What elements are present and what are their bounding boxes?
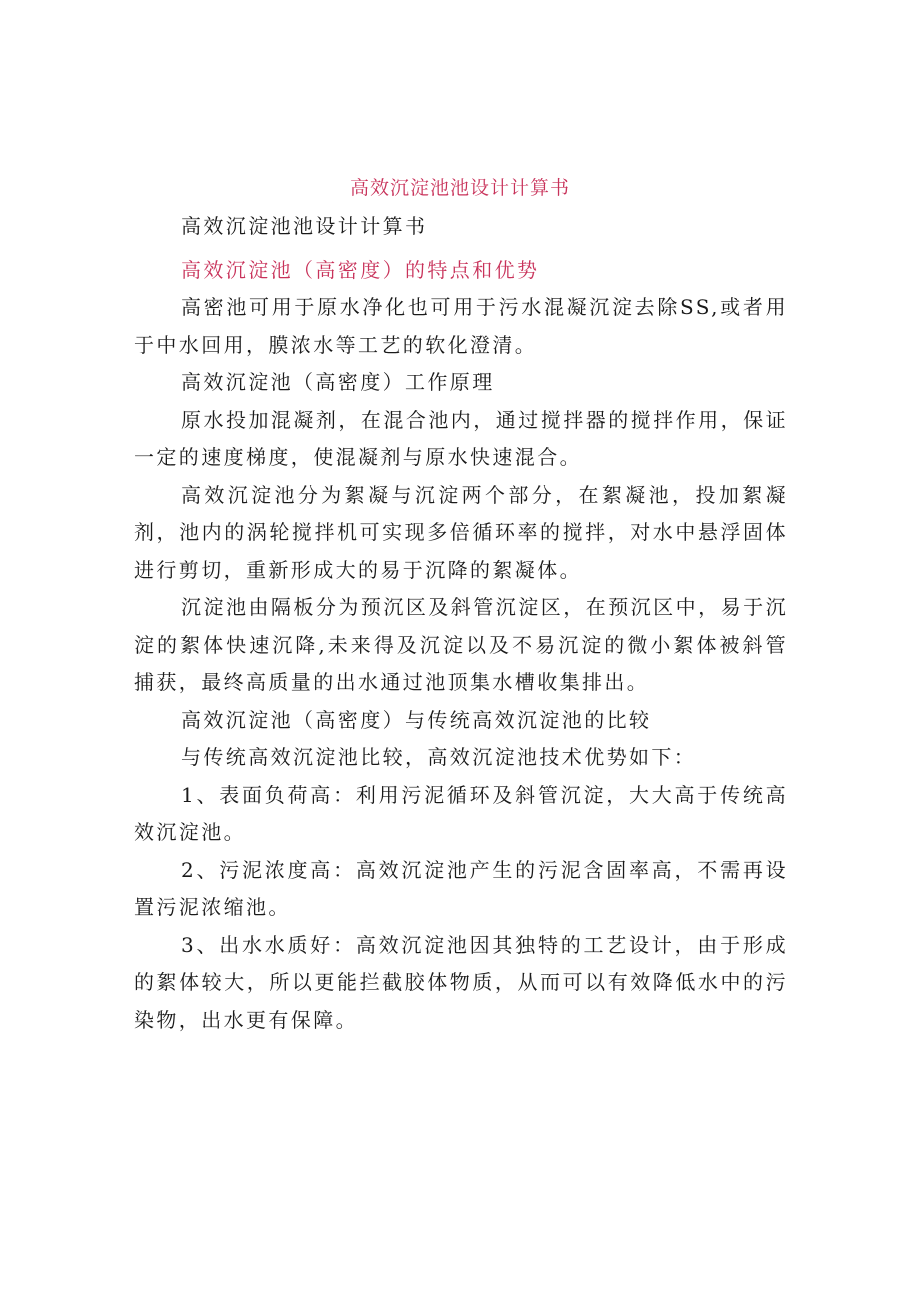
section-heading-comparison: 高效沉淀池（高密度）与传统高效沉淀池的比较 <box>181 707 652 732</box>
document-title: 高效沉淀池池设计计算书 <box>349 177 570 199</box>
paragraph-mixing: 原水投加混凝剂，在混合池内，通过搅拌器的搅拌作用，保证一定的速度梯度，使混凝剂与原水快速混合。 <box>134 407 788 469</box>
section-heading-features: 高效沉淀池（高密度）的特点和优势 <box>181 257 540 282</box>
list-item-surface-load: 1、表面负荷高：利用污泥循环及斜管沉淀，大大高于传统高效沉淀池。 <box>134 782 788 844</box>
list-item-sludge-concentration: 2、污泥浓度高：高效沉淀池产生的污泥含固率高，不需再设置污泥浓缩池。 <box>134 857 788 919</box>
subtitle-paragraph: 高效沉淀池池设计计算书 <box>181 214 428 238</box>
paragraph-applications: 高密池可用于原水净化也可用于污水混凝沉淀去除SS,或者用于中水回用，膜浓水等工艺的软化澄清。 <box>134 295 788 357</box>
list-item-effluent-quality: 3、出水水质好：高效沉淀池因其独特的工艺设计，由于形成的絮体较大，所以更能拦截胶体物质，从而可以有效降低水中的污染物，出水更有保障。 <box>134 932 788 1032</box>
document-body <box>134 208 788 1039</box>
paragraph-flocculation: 高效沉淀池分为絮凝与沉淀两个部分，在絮凝池，投加絮凝剂，池内的涡轮搅拌机可实现多倍循环率的搅拌，对水中悬浮固体进行剪切，重新形成大的易于沉降的絮凝体。 <box>134 482 788 582</box>
section-heading-principle: 高效沉淀池（高密度）工作原理 <box>181 370 495 394</box>
paragraph-advantages-intro: 与传统高效沉淀池比较，高效沉淀池技术优势如下： <box>181 745 697 769</box>
paragraph-sedimentation: 沉淀池由隔板分为预沉区及斜管沉淀区，在预沉区中，易于沉淀的絮体快速沉降,未来得及沉淀以及不易沉淀的微小絮体被斜管捕获，最终高质量的出水通过池顶集水槽收集排出。 <box>134 595 788 694</box>
